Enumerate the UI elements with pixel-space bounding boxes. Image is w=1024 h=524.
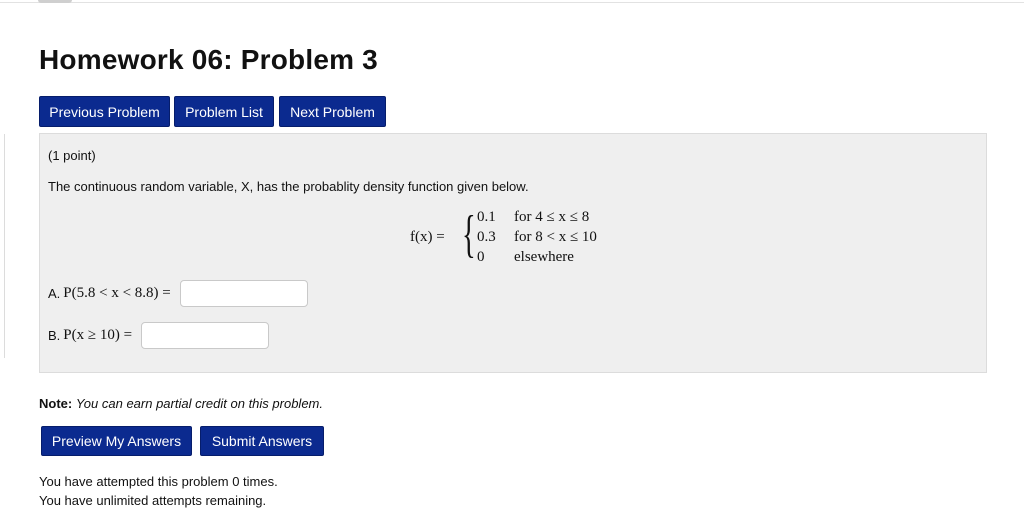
preview-answers-button[interactable]: Preview My Answers [41,426,192,456]
problem-points: (1 point) [48,148,96,163]
problem-description: The continuous random variable, X, has the probablity density function given below. [48,179,529,194]
question-a [48,280,308,307]
answer-b-input[interactable] [141,322,269,349]
attempts-remaining-text: You have unlimited attempts remaining. [39,493,267,508]
answer-a-input[interactable] [180,280,308,307]
problem-list-button[interactable]: Problem List [174,96,274,127]
pdf-lhs: f(x) = [410,229,445,245]
pdf-definition [410,208,630,268]
top-divider [0,0,1024,3]
question-b-expression: P(x ≥ 10) = [63,327,133,343]
pdf-case-value: 0 [477,249,485,265]
question-a-label: A. [48,286,61,301]
left-edge-divider [0,134,5,358]
question-b-label: B. [48,328,61,343]
pdf-case-condition: for 4 ≤ x ≤ 8 [514,209,590,225]
note-label: Note: [39,396,73,411]
question-a-expression: P(5.8 < x < 8.8) = [63,285,171,301]
partial-credit-note [39,396,323,411]
note-text: You can earn partial credit on this problem. [75,396,323,411]
question-b [48,322,269,349]
previous-problem-button[interactable]: Previous Problem [39,96,170,127]
next-problem-button[interactable]: Next Problem [279,96,386,127]
pdf-case-condition: elsewhere [514,249,574,265]
problem-panel [39,133,987,373]
submit-answers-button[interactable]: Submit Answers [200,426,324,456]
pdf-case-condition: for 8 < x ≤ 10 [514,229,597,245]
pdf-case-value: 0.3 [477,229,496,245]
left-brace-icon: { [462,206,476,263]
top-tab-handle [38,0,72,3]
pdf-case-value: 0.1 [477,209,496,225]
page-title: Homework 06: Problem 3 [39,44,378,75]
attempts-status [39,472,278,510]
attempted-count-text: You have attempted this problem 0 times. [39,474,278,489]
